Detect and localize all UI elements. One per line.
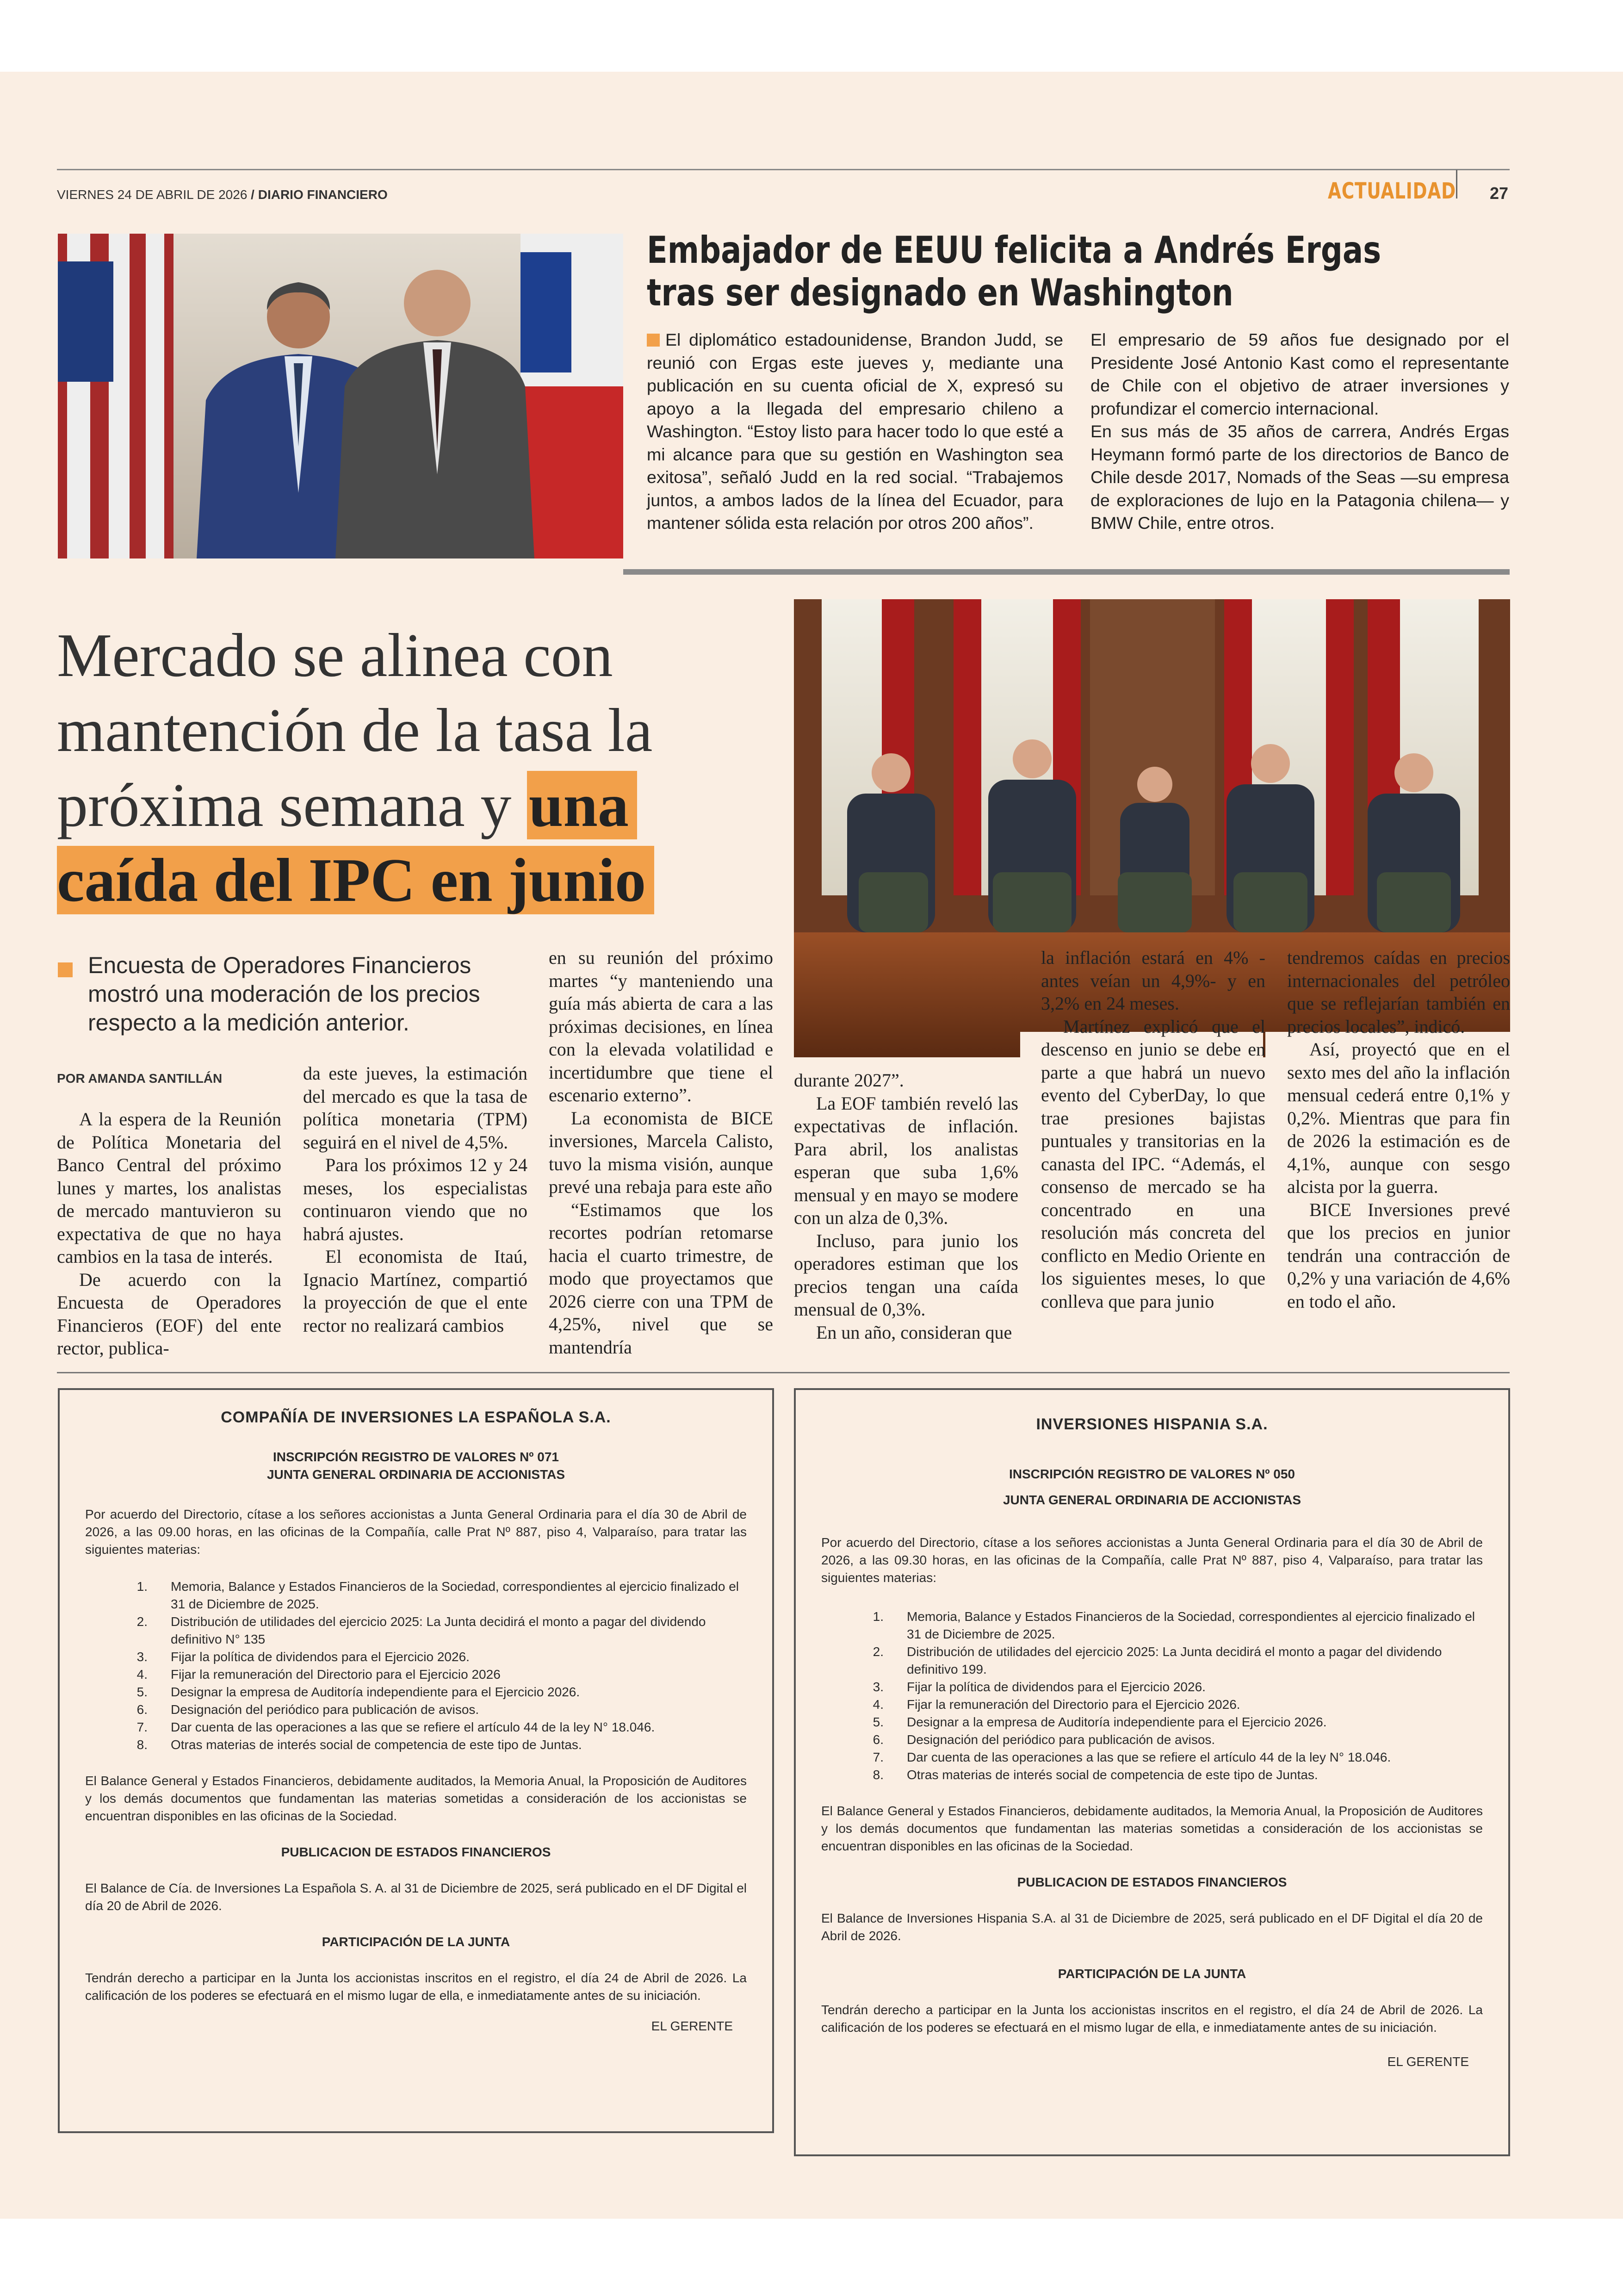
notice-item-number: 6. [873,1732,884,1747]
deck-bullet [58,962,73,977]
notice-item-number: 5. [873,1715,884,1729]
story-bottom-rule [57,1372,1510,1373]
notice-2-items [821,1608,1483,1784]
ambassador-photo [58,234,623,558]
notice-item-text: Dar cuenta de las operaciones a las que se refiere el artículo 44 de la ley N° 18.046. [907,1750,1391,1764]
main-col-6-p1: tendremos caídas en precios internacionales del petróleo que se reflejarían también en precios locales”, indicó. [1287,947,1510,1037]
main-col-6 [1287,946,1510,1313]
notice-item-number: 8. [873,1768,884,1782]
main-col-3-p2: La economista de BICE inversiones, Marcela Calisto, tuvo la misma visión, aunque prevé una rebaja para este año [549,1107,773,1197]
notice-item-number: 7. [873,1750,884,1764]
notice-item-text: Designar a la empresa de Auditoría independiente para el Ejercicio 2026. [907,1715,1327,1729]
notice-item-text: Fijar la política de dividendos para el Ejercicio 2026. [171,1650,470,1664]
main-col-4-p4: En un año, consideran que [816,1322,1012,1343]
header-rule [57,169,1510,170]
notice-1-company: COMPAÑÍA DE INVERSIONES LA ESPAÑOLA S.A. [221,1409,611,1426]
main-col-3 [549,946,773,1359]
main-col-3-p1: en su reunión del próximo martes “y manteniendo una guía más abierta de cara a las próximas decisiones, en línea con la elevada volatilidad e incertidumbre que tiene el escenario externo”. [549,947,773,1105]
notice-item [111,1613,747,1648]
bullet-square [647,334,660,347]
main-col-2-p1: da este jueves, la estimación del mercado es que la tasa de política monetaria (TPM) seguirá en el nivel de 4,5%. [303,1063,527,1153]
notice-item [847,1608,1483,1643]
section-label: ACTUALIDAD [1328,178,1456,204]
notice-item-number: 3. [873,1680,884,1694]
top-story-title-line1: Embajador de EEUU felicita a Andrés Ergas [647,229,1381,272]
main-headline-line2: mantención de la tasa la [57,696,653,764]
notice-item-text: Dar cuenta de las operaciones a las que se refiere el artículo 44 de la ley N° 18.046. [171,1720,655,1734]
notice-item [111,1578,747,1613]
main-col-6-p3: BICE Inversiones prevé que los precios en junior tendrán una contracción de 0,2% y una variación de 4,6% en todo el año. [1287,1199,1510,1312]
notice-item-text: Fijar la remuneración del Directorio para el Ejercicio 2026 [171,1667,501,1682]
main-col-1 [57,1108,281,1360]
header-dateline [57,187,388,202]
main-col-4-p1: durante 2027”. [794,1070,904,1091]
deck: Encuesta de Operadores Financieros mostró una moderación de los precios respecto a la medición anterior. [88,952,480,1036]
notice-item-text: Designar la empresa de Auditoría independiente para el Ejercicio 2026. [171,1685,580,1699]
notice-item-text: Designación del periódico para publicación de avisos. [907,1732,1215,1747]
main-col-5-p1: la inflación estará en 4% -antes veían un 4,9%- y en 3,2% en 24 meses. [1041,947,1265,1014]
main-col-5-p2: Martínez explicó que el descenso en junio se debe en parte a que habrá un nuevo evento del CyberDay, lo que trae presiones bajistas puntuales y transitorias en la canasta del IPC. “Además, el consenso de mercado se ha concentrado en una resolución más concreta del conflicto en Medio Oriente en los siguientes meses, lo que conlleva que para junio [1041,1016,1265,1312]
notice-1-items [85,1578,747,1754]
notice-item-text: Designación del periódico para publicación de avisos. [171,1702,479,1717]
main-headline-line4 [57,843,788,918]
notice-item-number: 8. [136,1738,148,1752]
byline: POR AMANDA SANTILLÁN [57,1071,223,1086]
main-col-5 [1041,946,1265,1313]
notice-item-text: Memoria, Balance y Estados Financieros de la Sociedad, correspondientes al ejercicio finalizado el 31 de Diciembre de 2025. [171,1579,739,1611]
header-separator: / [251,187,254,202]
notice-item-number: 2. [873,1644,884,1659]
notice-la-espanola [58,1388,774,2133]
notice-item-text: Fijar la política de dividendos para el Ejercicio 2026. [907,1680,1206,1694]
main-headline-line3 [57,768,788,843]
notice-item-number: 3. [136,1650,148,1664]
main-col-4-p2: La EOF también reveló las expectativas de inflación. Para abril, los analistas esperan que suba 1,6% mensual y en mayo se modere con un alza de 0,3%. [794,1092,1018,1228]
notice-item [847,1713,1483,1731]
top-story-col1 [647,329,1063,535]
notice-item-number: 4. [873,1697,884,1712]
notice-item [111,1719,747,1736]
notice-1-part-text: Tendrán derecho a participar en la Junta los accionistas inscritos en el registro, el día 24 de Abril de 2026. La calificación de los poderes se efectuará en el mismo lugar de ella, e inmediatamente antes de su iniciación. [85,1971,747,2003]
header-date: VIERNES 24 DE ABRIL DE 2026 [57,187,248,202]
notice-2-part-title: PARTICIPACIÓN DE LA JUNTA [1058,1967,1246,1981]
main-col-1-p1: A la espera de la Reunión de Política Monetaria del Banco Central del próximo lunes y martes, los analistas de mercado mantuvieron su expectativa de que no haya cambios en la tasa de interés. [57,1109,281,1267]
main-headline [57,618,788,918]
notice-item-number: 2. [136,1614,148,1629]
main-headline-line4-highlight: caída del IPC en junio [57,846,654,914]
notice-item-text: Memoria, Balance y Estados Financieros de la Sociedad, correspondientes al ejercicio finalizado el 31 de Diciembre de 2025. [907,1609,1475,1641]
notice-1-intro: Por acuerdo del Directorio, cítase a los señores accionistas a Junta General Ordinaria para el día 30 de Abril de 2026, a las 09.00 horas, en las oficinas de la Compañía, calle Prat Nº 887, piso 4, Valparaíso, para tratar las siguientes materias: [85,1507,747,1557]
notice-1-pub-text: El Balance de Cía. de Inversiones La Española S. A. al 31 de Diciembre de 2025, será publicado en el DF Digital el día 20 de Abril de 2026. [85,1881,747,1913]
notice-item-text: Distribución de utilidades del ejercicio 2025: La Junta decidirá el monto a pagar del dividendo definitivo N° 135 [171,1614,706,1646]
notice-2-pub-title: PUBLICACION DE ESTADOS FINANCIEROS [1017,1875,1287,1889]
notice-item-number: 6. [136,1702,148,1717]
top-story-col2-p2: En sus más de 35 años de carrera, Andrés Ergas Heymann formó parte de los directorios de Banco de Chile desde 2017, Nomads of the Seas —su empresa de exploraciones de lujo en la Patagonia chilena— y BMW Chile, entre otros. [1090,422,1509,533]
notice-2-registro: INSCRIPCIÓN REGISTRO DE VALORES Nº 050 [1009,1467,1295,1481]
notice-2-part-text: Tendrán derecho a participar en la Junta los accionistas inscritos en el registro, el día 24 de Abril de 2026. La calificación de los poderes se efectuará en el mismo lugar de ella, e inmediatamente antes de su iniciación. [821,2003,1483,2035]
notice-2-junta: JUNTA GENERAL ORDINARIA DE ACCIONISTAS [1003,1493,1301,1507]
main-col-2-p3: El economista de Itaú, Ignacio Martínez, compartió la proyección de que el ente rector no realizará cambios [303,1246,527,1336]
main-col-4 [794,1069,1018,1344]
notice-item-text: Otras materias de interés social de competencia de este tipo de Juntas. [907,1768,1318,1782]
notice-1-signature: EL GERENTE [651,2019,733,2033]
notice-2-company: INVERSIONES HISPANIA S.A. [1036,1415,1268,1433]
top-story-col1-text: El diplomático estadounidense, Brandon Judd, se reunió con Ergas este jueves y, mediante una publicación en su cuenta oficial de X, expresó su apoyo a la llegada del empresario chileno a Washington. “Estoy listo para hacer todo lo que esté a mi alcance para que su gestión en Washington sea exitosa”, señaló Judd en la red social. “Trabajemos juntos, a ambos lados de la línea del Ecuador, para mantener sólida esta relación por otros 200 años”. [647,330,1063,533]
page-number: 27 [1490,184,1509,203]
notice-hispania [794,1388,1510,2156]
notice-item-text: Distribución de utilidades del ejercicio 2025: La Junta decidirá el monto a pagar del dividendo definitivo 199. [907,1644,1442,1676]
notice-item-number: 7. [136,1720,148,1734]
header-vertical-rule [1456,170,1457,199]
top-story-bottom-rule [623,569,1510,575]
notice-1-junta: JUNTA GENERAL ORDINARIA DE ACCIONISTAS [266,1467,565,1482]
notice-1-part-title: PARTICIPACIÓN DE LA JUNTA [322,1935,510,1949]
main-col-4-p3: Incluso, para junio los operadores estiman que los precios tengan una caída mensual de 0,3%. [794,1230,1018,1320]
notice-2-signature: EL GERENTE [1387,2054,1469,2069]
notice-item-number: 1. [136,1579,148,1594]
top-story-col2 [1090,329,1509,535]
notice-item [847,1678,1483,1696]
notice-item-text: Otras materias de interés social de competencia de este tipo de Juntas. [171,1738,582,1752]
top-story-title-line2: tras ser designado en Washington [647,271,1233,314]
notice-item [111,1648,747,1666]
notice-item [847,1643,1483,1678]
notice-1-balance: El Balance General y Estados Financieros, debidamente auditados, la Memoria Anual, la Proposición de Auditores y los demás documentos que fundamentan las materias sometidas a consideración de los accionistas se encuentran disponibles en las oficinas de la Sociedad. [85,1774,747,1823]
main-col-2 [303,1062,527,1337]
notice-item-text: Fijar la remuneración del Directorio para el Ejercicio 2026. [907,1697,1240,1712]
top-story-title [647,229,1381,314]
notice-item [847,1731,1483,1749]
main-col-2-p2: Para los próximos 12 y 24 meses, los especialistas continuaron viendo que no habrá ajustes. [303,1154,527,1244]
notice-2-pub-text: El Balance de Inversiones Hispania S.A. al 31 de Diciembre de 2025, será publicado en el DF Digital el día 20 de Abril de 2026. [821,1911,1483,1943]
notice-item [111,1666,747,1683]
notice-item [111,1683,747,1701]
notice-item [847,1766,1483,1784]
notice-2-intro: Por acuerdo del Directorio, cítase a los señores accionistas a Junta General Ordinaria para el día 30 de Abril de 2026, a las 09.30 horas, en las oficinas de la Compañía, calle Prat Nº 887, piso 4, Valparaíso, para tratar las siguientes materias: [821,1535,1483,1585]
notice-item-number: 5. [136,1685,148,1699]
header-paper: DIARIO FINANCIERO [258,187,388,202]
main-col-6-p2: Así, proyectó que en el sexto mes del año la inflación mensual cederá entre 0,1% y 0,2%. Mientras que para fin de 2026 la estimación es de 4,1%, aunque con sesgo alcista por la guerra. [1287,1039,1510,1197]
notice-item [847,1749,1483,1766]
notice-item-number: 4. [136,1667,148,1682]
notice-1-registro: INSCRIPCIÓN REGISTRO DE VALORES Nº 071 [273,1450,559,1464]
notice-item [847,1696,1483,1713]
main-headline-line3b-highlight: una [527,771,637,839]
notice-2-balance: El Balance General y Estados Financieros, debidamente auditados, la Memoria Anual, la Proposición de Auditores y los demás documentos que fundamentan las materias sometidas a consideración de los accionistas se encuentran disponibles en las oficinas de la Sociedad. [821,1804,1483,1853]
notice-item [111,1701,747,1719]
main-headline-line3a: próxima semana y [57,771,527,839]
notice-1-pub-title: PUBLICACION DE ESTADOS FINANCIEROS [281,1845,551,1859]
top-story-col2-p1: El empresario de 59 años fue designado por el Presidente José Antonio Kast como el representante de Chile con el objetivo de atraer inversiones y profundizar el comercio internacional. [1090,330,1509,418]
main-headline-line1: Mercado se alinea con [57,621,613,689]
notice-item-number: 1. [873,1609,884,1624]
notice-item [111,1736,747,1754]
main-col-1-p2: De acuerdo con la Encuesta de Operadores Financieros (EOF) del ente rector, publica- [57,1269,281,1359]
newspaper-page [0,72,1623,2219]
main-col-3-p3: “Estimamos que los recortes podrían retomarse hacia el cuarto trimestre, de modo que proyectamos que 2026 cierre con una TPM de 4,25%, nivel que se mantendría [549,1199,773,1358]
